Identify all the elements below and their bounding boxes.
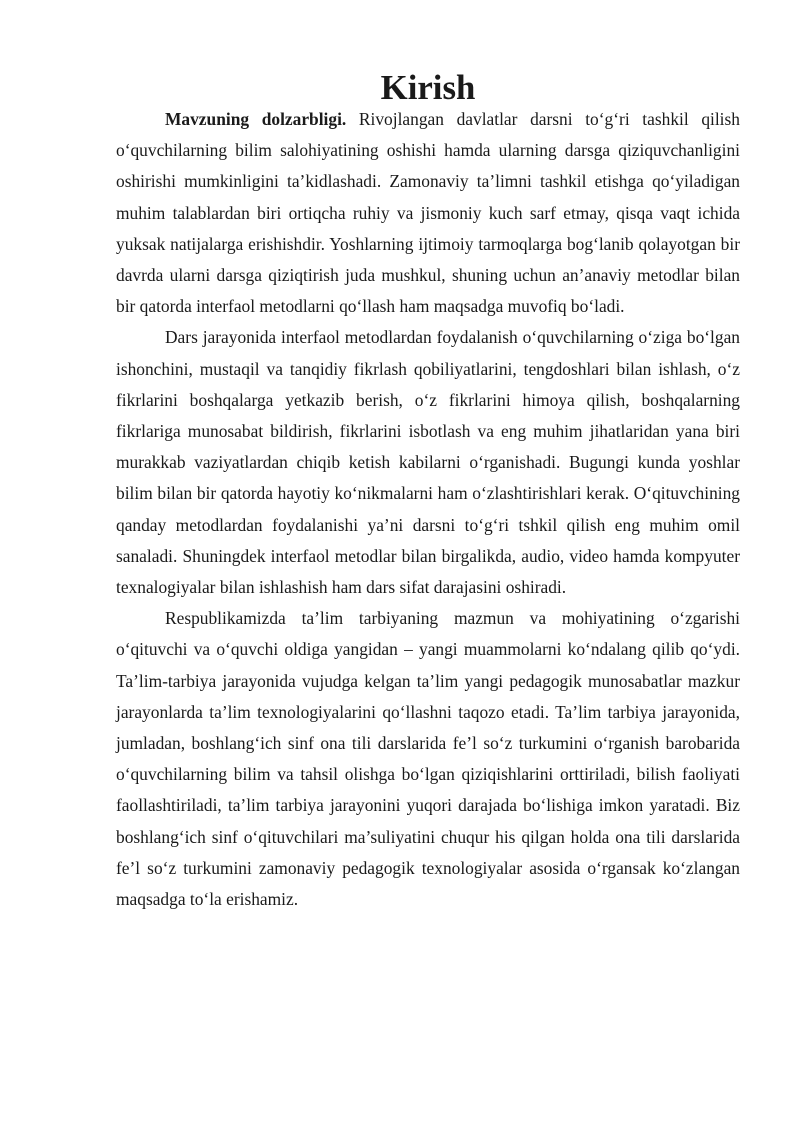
page-title: Kirish [380,68,476,107]
lead-heading: Mavzuning dolzarbligi. [165,109,347,129]
paragraph-republic-education: Respublikamizda ta’lim tarbiyaning mazmun va mohiyatining o‘zgarishi o‘qituvchi va o‘quvchi oldiga yangidan – yangi muammolarni ko‘ndalang qilib qo‘ydi. Ta’lim-tarbiya jarayonida vujudga kelgan ta’lim yangi pedagogik munosabatlar mazkur jarayonlarda ta’lim texnologiyalarini qo‘llashni taqozo etadi. Ta’lim tarbiya jarayonida, jumladan, boshlang‘ich sinf ona tili darslarida fe’l so‘z turkumini o‘rganish barobarida o‘quvchilarning bilim va tahsil olishga bo‘lgan qiziqishlarini orttiriladi, bilish faoliyati faollashtiriladi, ta’lim tarbiya jarayonini yuqori darajada bo‘lishiga imkon yaratadi. Biz boshlang‘ich sinf o‘qituvchilari ma’suliyatini chuqur his qilgan holda ona tili darslarida fe’l so‘z turkumini zamonaviy pedagogik texnologiyalar asosida o‘rgansak ko‘zlangan maqsadga to‘la erishamiz. [116,608,740,910]
paragraph-relevance [116,104,740,322]
paragraph-text: Rivojlangan davlatlar darsni to‘g‘ri tashkil qilish o‘quvchilarning bilim salohiyatining oshishi hamda ularning darsga qiziquvchanligini oshirishi mumkinligini ta’kidlashadi. Zamonaviy ta’limni tashkil etishga qo‘yiladigan muhim talablardan biri ortiqcha ruhiy va jismoniy kuch sarf etmay, qisqa vaqt ichida yuksak natijalarga erishishdir. Yoshlarning ijtimoiy tarmoqlarga bog‘lanib qolayotgan bir davrda ularni darsga qiziqtirish juda mushkul, shuning uchun an’anaviy metodlar bilan bir qatorda interfaol metodlarni qo‘llash ham maqsadga muvofiq bo‘ladi. [116,109,740,317]
paragraph-interactive-methods: Dars jarayonida interfaol metodlardan foydalanish o‘quvchilarning o‘ziga bo‘lgan ishonchini, mustaqil va tanqidiy fikrlash qobiliyatlarini, tengdoshlari bilan ishlash, o‘z fikrlarini boshqalarga yetkazib berish, o‘z fikrlarini himoya qilish, boshqalarning fikrlariga munosabat bildirish, fikrlarini isbotlash va eng muhim jihatlaridan yana biri murakkab vaziyatlardan chiqib ketish kabilarni o‘rganishadi. Bugungi kunda yoshlar bilim bilan bir qatorda hayotiy ko‘nikmalarni ham o‘zlashtirishlari kerak. O‘qituvchining qanday metodlardan foydalanishi ya’ni darsni to‘g‘ri tshkil qilish eng muhim omil sanaladi. Shuningdek interfaol metodlar bilan birgalikda, audio, video hamda kompyuter texnalogiyalar bilan ishlashish ham dars sifat darajasini oshiradi. [116,327,740,598]
document-page [116,68,740,915]
